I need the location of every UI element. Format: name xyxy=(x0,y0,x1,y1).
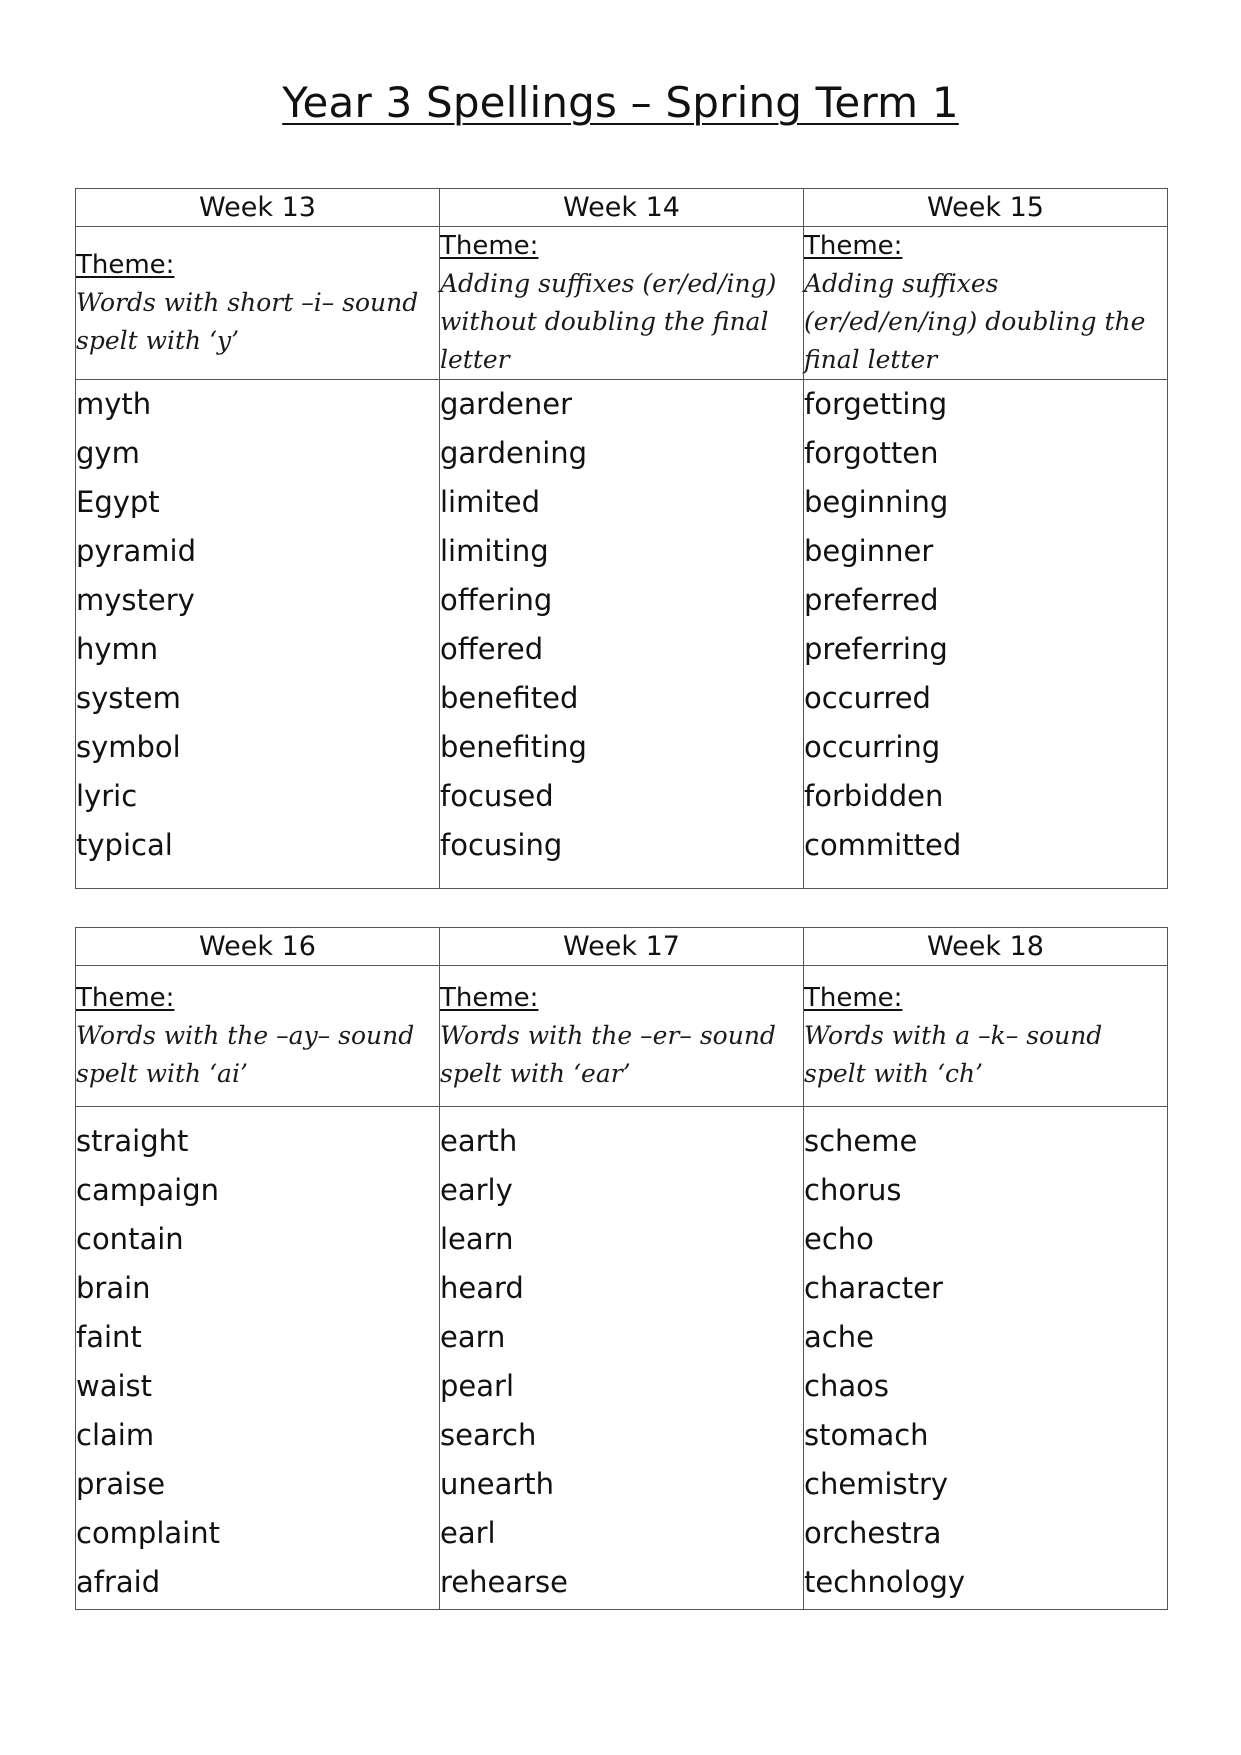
spelling-word: claim xyxy=(76,1418,155,1452)
spelling-word: forgotten xyxy=(804,436,939,470)
spelling-word: pearl xyxy=(440,1369,515,1403)
spelling-word: gym xyxy=(76,436,140,470)
words-row xyxy=(76,380,1168,889)
spelling-word: typical xyxy=(76,828,173,862)
spelling-word: earth xyxy=(440,1124,518,1158)
spelling-word: preferring xyxy=(804,632,948,666)
week-18-header: Week 18 xyxy=(804,928,1168,966)
spelling-word: faint xyxy=(76,1320,142,1354)
week-13-theme xyxy=(76,227,440,380)
week-16-word-list xyxy=(76,1107,440,1610)
spelling-word: chorus xyxy=(804,1173,902,1207)
spelling-table-weeks-16-18 xyxy=(75,927,1168,1610)
spelling-word: offering xyxy=(440,583,553,617)
week-header-row xyxy=(76,189,1168,227)
spelling-word: straight xyxy=(76,1124,189,1158)
spelling-word: brain xyxy=(76,1271,151,1305)
spelling-word: character xyxy=(804,1271,943,1305)
words-row xyxy=(76,1107,1168,1610)
spelling-word: system xyxy=(76,681,181,715)
spelling-word: focusing xyxy=(440,828,563,862)
spelling-word: early xyxy=(440,1173,513,1207)
week-15-header: Week 15 xyxy=(804,189,1168,227)
spelling-word: rehearse xyxy=(440,1565,568,1599)
spelling-word: preferred xyxy=(804,583,939,617)
spelling-word: gardening xyxy=(440,436,588,470)
theme-description: Words with short –i– sound spelt with ‘y’ xyxy=(76,288,419,355)
spelling-word: scheme xyxy=(804,1124,918,1158)
spelling-word: forbidden xyxy=(804,779,944,813)
spelling-word: benefiting xyxy=(440,730,587,764)
spelling-word: myth xyxy=(76,387,152,421)
spelling-table-weeks-13-15 xyxy=(75,188,1168,889)
spelling-word: benefited xyxy=(440,681,579,715)
spelling-word: focused xyxy=(440,779,554,813)
theme-label: Theme: xyxy=(440,231,539,261)
spelling-word: forgetting xyxy=(804,387,948,421)
spelling-word: campaign xyxy=(76,1173,219,1207)
week-17-header: Week 17 xyxy=(440,928,804,966)
spelling-word: stomach xyxy=(804,1418,929,1452)
spelling-word: mystery xyxy=(76,583,195,617)
theme-label: Theme: xyxy=(440,983,539,1013)
spelling-word: symbol xyxy=(76,730,181,764)
spelling-word: ache xyxy=(804,1320,874,1354)
theme-description: Words with the –ay– sound spelt with ‘ai’ xyxy=(76,1021,415,1088)
week-14-word-list xyxy=(440,380,804,889)
week-15-word-list xyxy=(804,380,1168,889)
week-14-header: Week 14 xyxy=(440,189,804,227)
theme-label: Theme: xyxy=(76,983,175,1013)
theme-description: Adding suffixes (er/ed/ing) without doubling the final letter xyxy=(440,269,777,374)
spelling-word: learn xyxy=(440,1222,514,1256)
spelling-word: praise xyxy=(76,1467,166,1501)
spelling-word: orchestra xyxy=(804,1516,942,1550)
week-14-theme xyxy=(440,227,804,380)
spelling-word: complaint xyxy=(76,1516,220,1550)
spelling-word: hymn xyxy=(76,632,159,666)
theme-row xyxy=(76,227,1168,380)
theme-description: Adding suffixes (er/ed/en/ing) doubling the final letter xyxy=(804,269,1146,374)
spelling-word: Egypt xyxy=(76,485,160,519)
spelling-word: beginning xyxy=(804,485,949,519)
spelling-word: afraid xyxy=(76,1565,161,1599)
spelling-word: earl xyxy=(440,1516,496,1550)
week-13-header: Week 13 xyxy=(76,189,440,227)
theme-row xyxy=(76,966,1168,1107)
spelling-word: search xyxy=(440,1418,537,1452)
spelling-word: chemistry xyxy=(804,1467,949,1501)
theme-label: Theme: xyxy=(804,231,903,261)
spelling-word: lyric xyxy=(76,779,138,813)
week-header-row xyxy=(76,928,1168,966)
spelling-word: committed xyxy=(804,828,962,862)
spelling-word: contain xyxy=(76,1222,184,1256)
spelling-word: heard xyxy=(440,1271,524,1305)
spelling-word: pyramid xyxy=(76,534,196,568)
spelling-word: earn xyxy=(440,1320,506,1354)
spelling-word: offered xyxy=(440,632,544,666)
week-17-theme xyxy=(440,966,804,1107)
spelling-word: occurred xyxy=(804,681,931,715)
theme-label: Theme: xyxy=(76,250,175,280)
spelling-word: limiting xyxy=(440,534,549,568)
spelling-word: unearth xyxy=(440,1467,555,1501)
week-16-header: Week 16 xyxy=(76,928,440,966)
week-16-theme xyxy=(76,966,440,1107)
spelling-word: chaos xyxy=(804,1369,889,1403)
page-title: Year 3 Spellings – Spring Term 1 xyxy=(282,78,959,127)
week-15-theme xyxy=(804,227,1168,380)
spelling-word: beginner xyxy=(804,534,934,568)
spelling-word: waist xyxy=(76,1369,153,1403)
spelling-word: echo xyxy=(804,1222,874,1256)
theme-description: Words with the –er– sound spelt with ‘ear’ xyxy=(440,1021,776,1088)
theme-label: Theme: xyxy=(804,983,903,1013)
week-17-word-list xyxy=(440,1107,804,1610)
week-18-theme xyxy=(804,966,1168,1107)
week-13-word-list xyxy=(76,380,440,889)
theme-description: Words with a –k– sound spelt with ‘ch’ xyxy=(804,1021,1103,1088)
spelling-word: technology xyxy=(804,1565,966,1599)
spelling-word: gardener xyxy=(440,387,572,421)
spelling-word: occurring xyxy=(804,730,941,764)
week-18-word-list xyxy=(804,1107,1168,1610)
spelling-word: limited xyxy=(440,485,541,519)
